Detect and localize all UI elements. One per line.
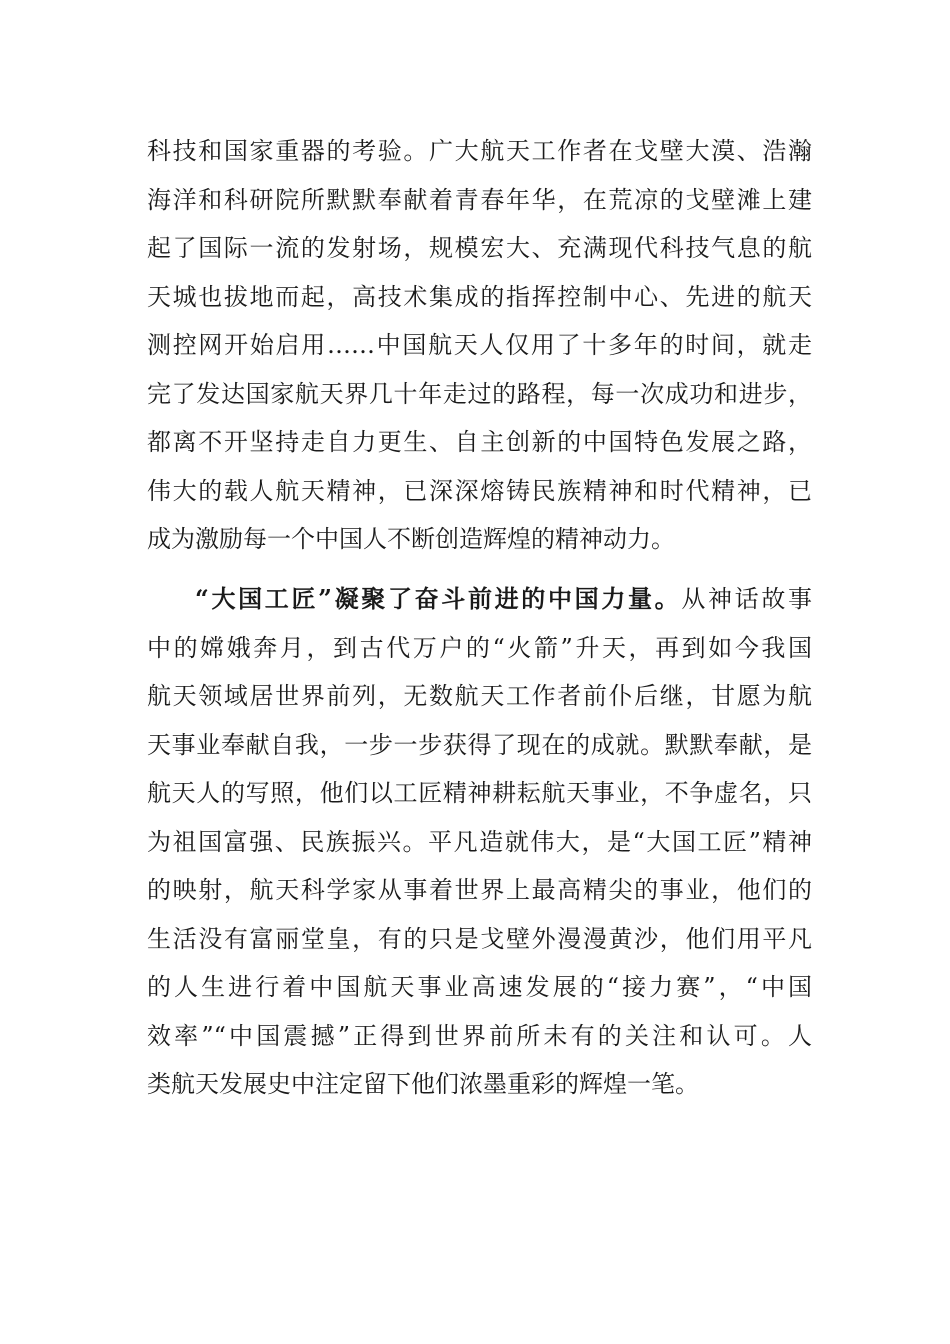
text-line: 测控网开始启用……中国航天人仅用了十多年的时间，就走 bbox=[147, 331, 812, 359]
text-line: 完了发达国家航天界几十年走过的路程，每一次成功和进步， bbox=[147, 379, 812, 408]
text-line: 生活没有富丽堂皇，有的只是戈壁外漫漫黄沙，他们用平凡 bbox=[147, 924, 812, 953]
text-line: 伟大的载人航天精神，已深深熔铸民族精神和时代精神，已 bbox=[147, 476, 812, 505]
text-line: 天城也拔地而起，高技术集成的指挥控制中心、先进的航天 bbox=[147, 282, 812, 311]
text-line: 中的嫦娥奔月，到古代万户的“火箭”升天，再到如今我国 bbox=[147, 633, 812, 662]
paragraph-first-line bbox=[147, 575, 812, 624]
text-line: 为祖国富强、民族振兴。平凡造就伟大，是“大国工匠”精神 bbox=[147, 827, 812, 856]
text-line: 航天人的写照，他们以工匠精神耕耘航天事业，不争虚名，只 bbox=[147, 779, 812, 807]
text-line: 的人生进行着中国航天事业高速发展的“接力赛”，“中国 bbox=[147, 973, 812, 1001]
text-line: 类航天发展史中注定留下他们浓墨重彩的辉煌一笔。 bbox=[147, 1070, 699, 1098]
text-line: 效率”“中国震撼”正得到世界前所未有的关注和认可。人 bbox=[147, 1021, 812, 1050]
text-line: 都离不开坚持走自力更生、自主创新的中国特色发展之路， bbox=[147, 428, 812, 456]
text-line: 天事业奉献自我，一步一步获得了现在的成就。默默奉献，是 bbox=[147, 730, 812, 759]
paragraph-2 bbox=[147, 575, 812, 1109]
text-span: 从神话故事 bbox=[681, 585, 813, 613]
paragraph-1 bbox=[147, 127, 812, 564]
text-line: 的映射，航天科学家从事着世界上最高精尖的事业，他们的 bbox=[147, 876, 812, 904]
text-line: 成为激励每一个中国人不断创造辉煌的精神动力。 bbox=[147, 525, 675, 553]
text-line: 航天领域居世界前列，无数航天工作者前仆后继，甘愿为航 bbox=[147, 682, 812, 710]
text-line: 起了国际一流的发射场，规模宏大、充满现代科技气息的航 bbox=[147, 234, 812, 262]
paragraph-heading: “大国工匠”凝聚了奋斗前进的中国力量。 bbox=[195, 584, 682, 613]
text-line: 海洋和科研院所默默奉献着青春年华，在荒凉的戈壁滩上建 bbox=[147, 185, 812, 214]
text-line: 科技和国家重器的考验。广大航天工作者在戈壁大漠、浩瀚 bbox=[147, 137, 812, 165]
